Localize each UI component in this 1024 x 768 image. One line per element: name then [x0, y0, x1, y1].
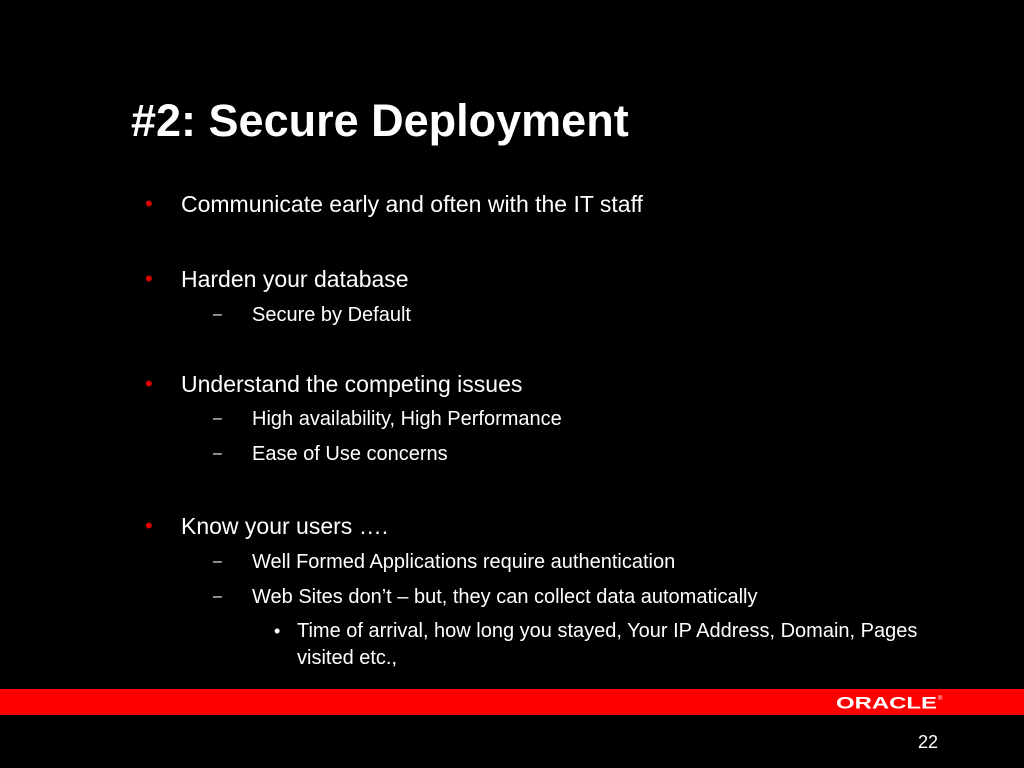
sub-bullet-marker: – — [213, 588, 222, 605]
sub-bullet-text: Ease of Use concerns — [252, 443, 448, 465]
sub-bullet-marker: – — [213, 445, 222, 462]
bullet-marker: • — [145, 371, 153, 396]
sub-bullet-marker: – — [213, 410, 222, 427]
sub-bullet-text: Well Formed Applications require authentication — [252, 551, 676, 573]
oracle-logo — [836, 691, 944, 713]
sub-bullet-text: High availability, High Performance — [252, 408, 562, 430]
bullet-text: Harden your database — [181, 266, 409, 292]
sub-bullet-text: Secure by Default — [252, 304, 411, 326]
oracle-logo-text: ORACLE — [836, 694, 937, 713]
page-number: 22 — [917, 732, 938, 752]
sub-sub-bullet-text: Time of arrival, how long you stayed, Your IP Address, Domain, Pages visited etc., — [297, 620, 918, 669]
bullet-text: Understand the competing issues — [181, 371, 523, 397]
sub-bullet-marker: – — [213, 306, 222, 323]
sub-bullet-text: Web Sites don’t – but, they can collect data automatically — [252, 586, 758, 608]
bullet-text: Know your users …. — [181, 513, 389, 539]
bullet-text: Communicate early and often with the IT staff — [181, 191, 643, 217]
bullet-marker: • — [145, 266, 153, 291]
registered-mark: ® — [938, 696, 943, 702]
bullet-marker: • — [145, 513, 153, 538]
sub-sub-bullet-marker: • — [274, 621, 281, 641]
sub-bullet-marker: – — [213, 553, 222, 570]
slide-title: #2: Secure Deployment — [131, 95, 629, 146]
bullet-marker: • — [145, 191, 153, 216]
